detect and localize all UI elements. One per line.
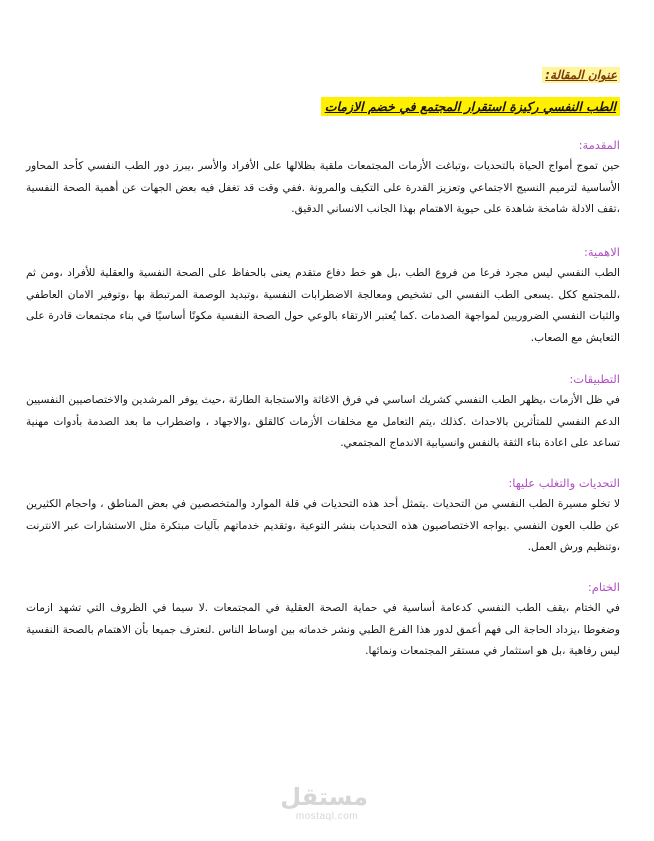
section-heading: الختام: <box>587 580 620 594</box>
mostaql-watermark-logo <box>280 783 368 827</box>
section-introduction <box>26 136 620 221</box>
section-heading: التطبيقات: <box>569 372 620 386</box>
section-importance <box>26 243 620 349</box>
article-label: عنوان المقالة: <box>542 67 620 83</box>
article-title: الطب النفسي ركيزة استقرار المجتمع في خضم الازمات <box>321 97 620 116</box>
watermark-brand: مستقل <box>280 783 368 811</box>
section-conclusion <box>26 578 620 663</box>
section-body: في الختام ،يقف الطب النفسي كدعامة أساسية في حماية الصحة العقلية في المجتمعات .لا سيما في الظروف التي تشهد ازمات وضغوطا ،يزداد الحاجة الى فهم أعمق لدور هذا الفرع الطبي ونشر خدماته بين اوساط الناس .لنعترف جميعا بأن الاهتمام بالصحة النفسية ليس رفاهية ،بل هو استثمار في مستقر المجتمعات ونمائها. <box>26 602 620 657</box>
section-applications <box>26 370 620 455</box>
section-body: في ظل الأزمات ،يظهر الطب النفسي كشريك اساسي في فرق الاغاثة والاستجابة الطارئة ،حيث يوفر المرشدين والاختصاصيين النفسيين الدعم النفسي للمتأثرين بالاحداث .كذلك ،يتم التعامل مع مخلفات الأزمات كالقلق ،والاجهاد ، واضطراب ما بعد الصدمة بأدوات مهنية تساعد على اعادة بناء الثقة بالنفس وانسيابية الاندماج المجتمعي. <box>26 394 620 449</box>
watermark-domain: mostaql.com <box>295 811 359 822</box>
section-heading: المقدمة: <box>578 138 620 152</box>
section-body: الطب النفسي ليس مجرد فرعا من فروع الطب ،بل هو خط دفاع متقدم يعنى بالحفاظ على الصحة النفسية والعقلية للأفراد ،ومن ثم ،للمجتمع ككل .يسعى الطب النفسي الى تشخيص ومعالجة الاضطرابات النفسية ،وتبديد الوصمة المرتبطة بها ،وتوفير الامان العاطفي والثبات النفسي الضروريين لمواجهة الصدمات .كما يٌعتبر الارتقاء بالوعي حول الصحة النفسية مكونًا أساسيًا في بناء مجتمعات قادرة على التعايش مع الصعاب. <box>26 267 620 344</box>
section-body: حين تموج أمواج الحياة بالتحديات ،وتباغت الأزمات المجتمعات ملقية بظلالها على الأفراد والأسر ،يبرز دور الطب النفسي كأحد المحاور الأساسية لترميم النسيج الاجتماعي وتعزيز القدرة على التكيف والمرونة .ففي وقت قد تغفل فيه بعض الجهات عن أهمية الصحة النفسية ،تقف الادلة شامخة شاهدة على حيوية الاهتمام بهذا الجانب الانساني الدقيق. <box>26 160 620 215</box>
section-heading: التحديات والتغلب عليها: <box>508 476 620 490</box>
section-challenges <box>26 474 620 559</box>
section-body: لا تخلو مسيرة الطب النفسي من التحديات .يتمثل أحد هذه التحديات في قلة الموارد والمتخصصين في بعض المناطق ، واحجام الكثيرين عن طلب العون النفسي .يواجه الاختصاصيون هذه التحديات بنشر التوعية ،وتقديم خدماتهم بآليات مبتكرة مثل الاستشارات عبر الانترنت ،وتنظيم ورش العمل. <box>26 498 620 553</box>
section-heading: الاهمية: <box>584 245 620 259</box>
